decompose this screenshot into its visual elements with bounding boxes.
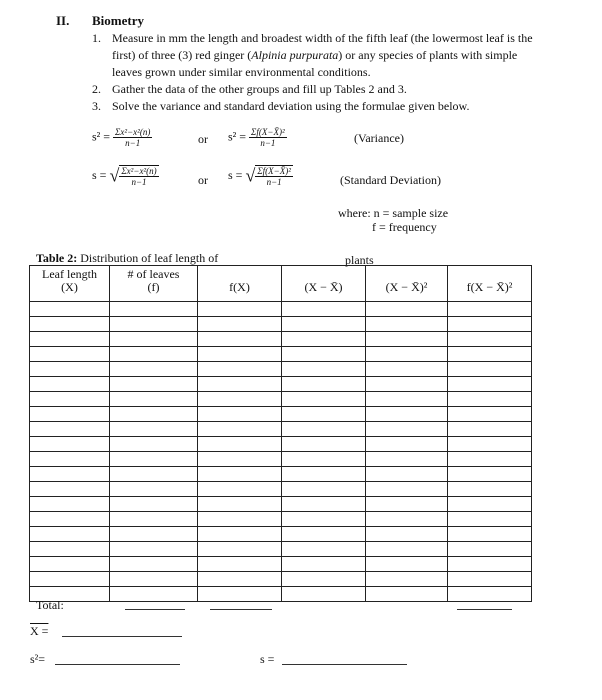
table-cell[interactable] (30, 542, 110, 557)
table-cell[interactable] (282, 497, 366, 512)
table-row (30, 527, 532, 542)
table-cell[interactable] (30, 467, 110, 482)
sd-blank[interactable] (282, 664, 407, 665)
table-cell[interactable] (198, 557, 282, 572)
table-cell[interactable] (282, 587, 366, 602)
variance-lhs: s² = (92, 129, 111, 144)
table-cell[interactable] (30, 452, 110, 467)
variance-result-label: s²= (30, 652, 46, 666)
table-cell[interactable] (366, 392, 448, 407)
table-cell[interactable] (282, 317, 366, 332)
table-row (30, 302, 532, 317)
table-cell[interactable] (282, 332, 366, 347)
instruction-text: Gather the data of the other groups and fill up Tables 2 and 3. (112, 82, 407, 96)
table-cell[interactable] (366, 512, 448, 527)
mean-blank[interactable] (62, 636, 182, 637)
where-line-1: where: n = sample size (338, 206, 449, 220)
mean-label: X = (30, 624, 49, 638)
table-cell[interactable] (30, 512, 110, 527)
table-cell[interactable] (448, 407, 532, 422)
table-cell[interactable] (198, 407, 282, 422)
table-cell[interactable] (198, 302, 282, 317)
table-cell[interactable] (30, 422, 110, 437)
sd-lhs: s = (92, 167, 107, 182)
table-row (30, 437, 532, 452)
table-cell[interactable] (198, 482, 282, 497)
fraction-numerator: Σx²−x²(n) (115, 127, 151, 137)
table-cell[interactable] (110, 572, 198, 587)
total-blank-fx[interactable] (210, 609, 272, 610)
table-cell[interactable] (282, 422, 366, 437)
instruction-item-3 (92, 98, 542, 115)
instruction-number: 3. (92, 99, 101, 113)
column-header-deviation: (X − X̄) (282, 266, 366, 302)
table-cell[interactable] (110, 497, 198, 512)
table-cell[interactable] (198, 527, 282, 542)
sqrt-icon: √ (109, 165, 120, 186)
or-text: or (198, 132, 208, 146)
table-cell[interactable] (198, 392, 282, 407)
table-cell[interactable] (198, 542, 282, 557)
table-cell[interactable] (110, 542, 198, 557)
table-row (30, 572, 532, 587)
total-blank-weighted[interactable] (457, 609, 512, 610)
table-cell[interactable] (110, 317, 198, 332)
table-cell[interactable] (448, 347, 532, 362)
table-cell[interactable] (448, 467, 532, 482)
section-title: Biometry (92, 13, 144, 28)
or-text-2: or (198, 173, 208, 187)
variance-lhs: s² = (228, 129, 247, 144)
table-cell[interactable] (366, 407, 448, 422)
table-cell[interactable] (366, 362, 448, 377)
table-cell[interactable] (366, 557, 448, 572)
table-cell[interactable] (366, 422, 448, 437)
table-cell[interactable] (110, 302, 198, 317)
table-caption-suffix: plants (345, 253, 374, 267)
table-cell[interactable] (110, 437, 198, 452)
table-cell[interactable] (198, 587, 282, 602)
fraction-numerator: Σf(X−X̄)² (251, 127, 285, 137)
table-cell[interactable] (448, 302, 532, 317)
variance-formula-2 (228, 127, 287, 148)
table-row (30, 407, 532, 422)
table-row (30, 512, 532, 527)
table-cell[interactable] (110, 527, 198, 542)
table-cell[interactable] (198, 467, 282, 482)
table-cell[interactable] (282, 557, 366, 572)
table-cell[interactable] (198, 332, 282, 347)
table-row (30, 362, 532, 377)
sqrt-icon: √ (245, 165, 256, 186)
table-row (30, 377, 532, 392)
instruction-text: Measure in mm the length and broadest width of the fifth leaf (the lowermost leaf is the first) of three (3) red ginger ( (112, 31, 533, 62)
table-row (30, 467, 532, 482)
table-cell[interactable] (448, 452, 532, 467)
table-cell[interactable] (366, 542, 448, 557)
table-cell[interactable] (282, 527, 366, 542)
table-caption-label: Table 2: (36, 251, 78, 265)
table-cell[interactable] (198, 512, 282, 527)
table-cell[interactable] (30, 572, 110, 587)
table-cell[interactable] (448, 437, 532, 452)
sd-formula-2 (228, 165, 293, 187)
table-row (30, 317, 532, 332)
table-cell[interactable] (198, 572, 282, 587)
table-cell[interactable] (282, 542, 366, 557)
table-cell[interactable] (30, 482, 110, 497)
fraction-numerator: Σf(X−X̄)² (257, 166, 291, 176)
sd-formula-1 (92, 165, 159, 187)
fraction-denominator: n−1 (125, 138, 141, 148)
column-header-number-of-leaves: # of leaves (f) (110, 266, 198, 302)
column-header-leaf-length: Leaf length (X) (30, 266, 110, 302)
column-header-weighted-squared-deviation: f(X − X̄)² (448, 266, 532, 302)
fraction-denominator: n−1 (266, 177, 282, 187)
table-cell[interactable] (448, 497, 532, 512)
table-row (30, 332, 532, 347)
table-cell[interactable] (198, 437, 282, 452)
table-cell[interactable] (198, 377, 282, 392)
fraction-numerator: Σx²−x²(n) (121, 166, 157, 176)
table-cell[interactable] (110, 347, 198, 362)
section-number: II. (56, 13, 70, 28)
table-cell[interactable] (198, 317, 282, 332)
table-cell[interactable] (110, 482, 198, 497)
table-cell[interactable] (110, 452, 198, 467)
fraction-denominator: n−1 (260, 138, 276, 148)
variance-label: (Variance) (354, 131, 404, 145)
total-blank-f[interactable] (125, 609, 185, 610)
table-row (30, 497, 532, 512)
table-cell[interactable] (448, 527, 532, 542)
table-cell[interactable] (366, 497, 448, 512)
table-cell[interactable] (366, 332, 448, 347)
table-row (30, 482, 532, 497)
table-cell[interactable] (448, 557, 532, 572)
table-cell[interactable] (448, 542, 532, 557)
table-cell[interactable] (282, 512, 366, 527)
table-cell[interactable] (366, 452, 448, 467)
table-cell[interactable] (366, 482, 448, 497)
table-cell[interactable] (198, 422, 282, 437)
table-cell[interactable] (198, 497, 282, 512)
instruction-list (92, 30, 542, 115)
table-cell[interactable] (366, 347, 448, 362)
sd-fraction-1 (119, 165, 158, 187)
table-cell[interactable] (448, 422, 532, 437)
table-cell[interactable] (366, 572, 448, 587)
table-cell[interactable] (282, 392, 366, 407)
table-row (30, 347, 532, 362)
table-cell[interactable] (30, 407, 110, 422)
table-cell[interactable] (110, 392, 198, 407)
table-cell[interactable] (282, 362, 366, 377)
table-cell[interactable] (110, 422, 198, 437)
table-body (30, 302, 532, 602)
table-cell[interactable] (30, 332, 110, 347)
table-cell[interactable] (448, 362, 532, 377)
fraction-denominator: n−1 (131, 177, 147, 187)
table-cell[interactable] (198, 452, 282, 467)
sd-lhs: s = (228, 167, 243, 182)
table-cell[interactable] (30, 497, 110, 512)
table-cell[interactable] (282, 437, 366, 452)
table-cell[interactable] (30, 557, 110, 572)
table-cell[interactable] (366, 302, 448, 317)
table-cell[interactable] (448, 572, 532, 587)
instruction-item-1 (92, 30, 542, 81)
table-cell[interactable] (282, 302, 366, 317)
table-cell[interactable] (30, 527, 110, 542)
instruction-text: Solve the variance and standard deviation using the formulae given below. (112, 99, 470, 113)
table-cell[interactable] (282, 572, 366, 587)
table-cell[interactable] (110, 332, 198, 347)
table-caption-text: Distribution of leaf length of (77, 251, 219, 265)
table-cell[interactable] (110, 587, 198, 602)
table-row (30, 392, 532, 407)
instruction-number: 1. (92, 31, 101, 45)
table-cell[interactable] (448, 587, 532, 602)
table-row (30, 587, 532, 602)
table-row (30, 452, 532, 467)
table-cell[interactable] (282, 377, 366, 392)
table-cell[interactable] (110, 557, 198, 572)
table-row (30, 542, 532, 557)
table-cell[interactable] (448, 482, 532, 497)
instruction-item-2 (92, 81, 542, 98)
table-cell[interactable] (448, 332, 532, 347)
species-name: Alpinia purpurata (251, 48, 339, 62)
instruction-number: 2. (92, 82, 101, 96)
table-cell[interactable] (448, 392, 532, 407)
table-cell[interactable] (366, 467, 448, 482)
table-cell[interactable] (366, 587, 448, 602)
table-header-row (30, 266, 532, 302)
table-cell[interactable] (30, 362, 110, 377)
variance-fraction-1 (113, 127, 152, 148)
instruction-text-end: ) or any species of plants with simple leaves grown under similar environmental conditions. (112, 48, 518, 79)
table-cell[interactable] (110, 377, 198, 392)
table-cell[interactable] (110, 407, 198, 422)
table-cell[interactable] (366, 377, 448, 392)
table-cell[interactable] (366, 437, 448, 452)
column-header-fx: f(X) (198, 266, 282, 302)
sd-result-label: s = (260, 652, 275, 666)
variance-blank[interactable] (55, 664, 180, 665)
table-cell[interactable] (30, 317, 110, 332)
table-cell[interactable] (448, 317, 532, 332)
table-cell[interactable] (282, 347, 366, 362)
sd-fraction-2 (255, 165, 293, 187)
table-cell[interactable] (110, 512, 198, 527)
variance-fraction-2 (249, 127, 287, 148)
table-cell[interactable] (282, 407, 366, 422)
sd-label: (Standard Deviation) (340, 173, 441, 187)
table-cell[interactable] (282, 482, 366, 497)
total-label: Total: (36, 598, 64, 612)
table-cell[interactable] (110, 467, 198, 482)
variance-formula-1 (92, 127, 152, 148)
column-header-squared-deviation: (X − X̄)² (366, 266, 448, 302)
table-cell[interactable] (110, 362, 198, 377)
where-line-2: f = frequency (372, 220, 437, 234)
table-cell[interactable] (448, 512, 532, 527)
table-cell[interactable] (30, 377, 110, 392)
table-caption (36, 251, 218, 266)
table-row (30, 422, 532, 437)
leaf-length-table (29, 265, 532, 602)
table-cell[interactable] (30, 347, 110, 362)
table-cell[interactable] (30, 437, 110, 452)
table-cell[interactable] (30, 392, 110, 407)
table-cell[interactable] (366, 317, 448, 332)
table-cell[interactable] (448, 377, 532, 392)
table-cell[interactable] (198, 347, 282, 362)
table-cell[interactable] (282, 452, 366, 467)
table-cell[interactable] (198, 362, 282, 377)
table-cell[interactable] (282, 467, 366, 482)
table-cell[interactable] (366, 527, 448, 542)
table-row (30, 557, 532, 572)
table-cell[interactable] (30, 302, 110, 317)
